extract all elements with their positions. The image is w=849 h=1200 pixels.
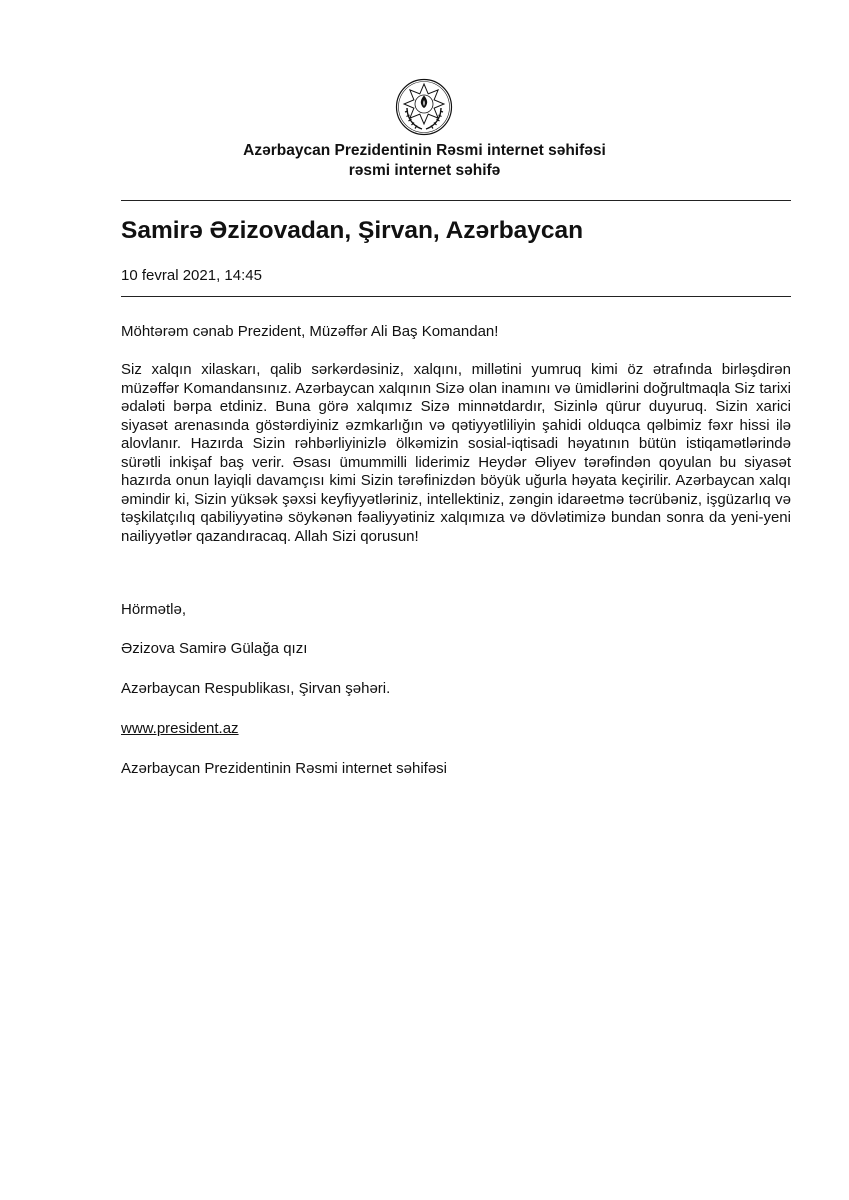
letter-greeting: Möhtərəm cənab Prezident, Müzəffər Ali Baş Komandan! [121,323,499,340]
author-name: Əzizova Samirə Gülağa qızı [121,640,308,657]
site-title: Azərbaycan Prezidentinin Rəsmi internet səhifəsi [243,142,606,159]
author-location: Azərbaycan Respublikası, Şirvan şəhəri. [121,680,391,697]
top-divider [121,200,791,201]
header-divider [121,296,791,297]
azerbaijan-state-emblem-icon [395,78,453,136]
letter-body: Siz xalqın xilaskarı, qalib sərkərdəsiniz, xalqını, millətini yumruq kimi öz ətrafında birləşdirən müzəffər Komandansınız. Azərbaycan xalqının Sizə olan inamını və ümidlərini doğrultmaqla Siz tarixi ədaləti bərpa etdiniz. Buna görə xalqımız Sizə minnətdardır, Sizinlə qürur duyuruq. Sizin xarici siyasət arenasında göstərdiyiniz əzmkarlığın və qətiyyətliliyin şahidi olduqca qəlbimiz fəxr hissi ilə alovlanır. Hazırda Sizin rəhbərliyinizlə ölkəmizin sosial-iqtisadi həyatının bütün istiqamətlərində sürətli inkişaf baş verir. Əsası ümummilli liderimiz Heydər Əliyev tərəfindən qoyulan bu siyasət hazırda onun layiqli davamçısı kimi Sizin tərəfinizdən böyük uğurla həyata keçirilir. Azərbaycan xalqı əmindir ki, Sizin yüksək şəxsi keyfiyyətləriniz, intellektiniz, zəngin idarəetmə təcrübəniz, işgüzarlıq və təşkilatçılıq qabiliyyətinə söykənən fəaliyyətiniz xalqımıza və dövlətimizə bundan sonra da yeni-yeni nailiyyətlər qazandıracaq. Allah Sizi qorusun! [121,361,791,545]
letter-closing: Hörmətlə, [121,601,187,618]
footer-site-name: Azərbaycan Prezidentinin Rəsmi internet səhifəsi [121,760,447,777]
website-link[interactable]: www.president.az [121,720,239,737]
article-date: 10 fevral 2021, 14:45 [121,267,262,284]
article-title: Samirə Əzizovadan, Şirvan, Azərbaycan [121,217,584,244]
site-subtitle: rəsmi internet səhifə [348,162,501,179]
